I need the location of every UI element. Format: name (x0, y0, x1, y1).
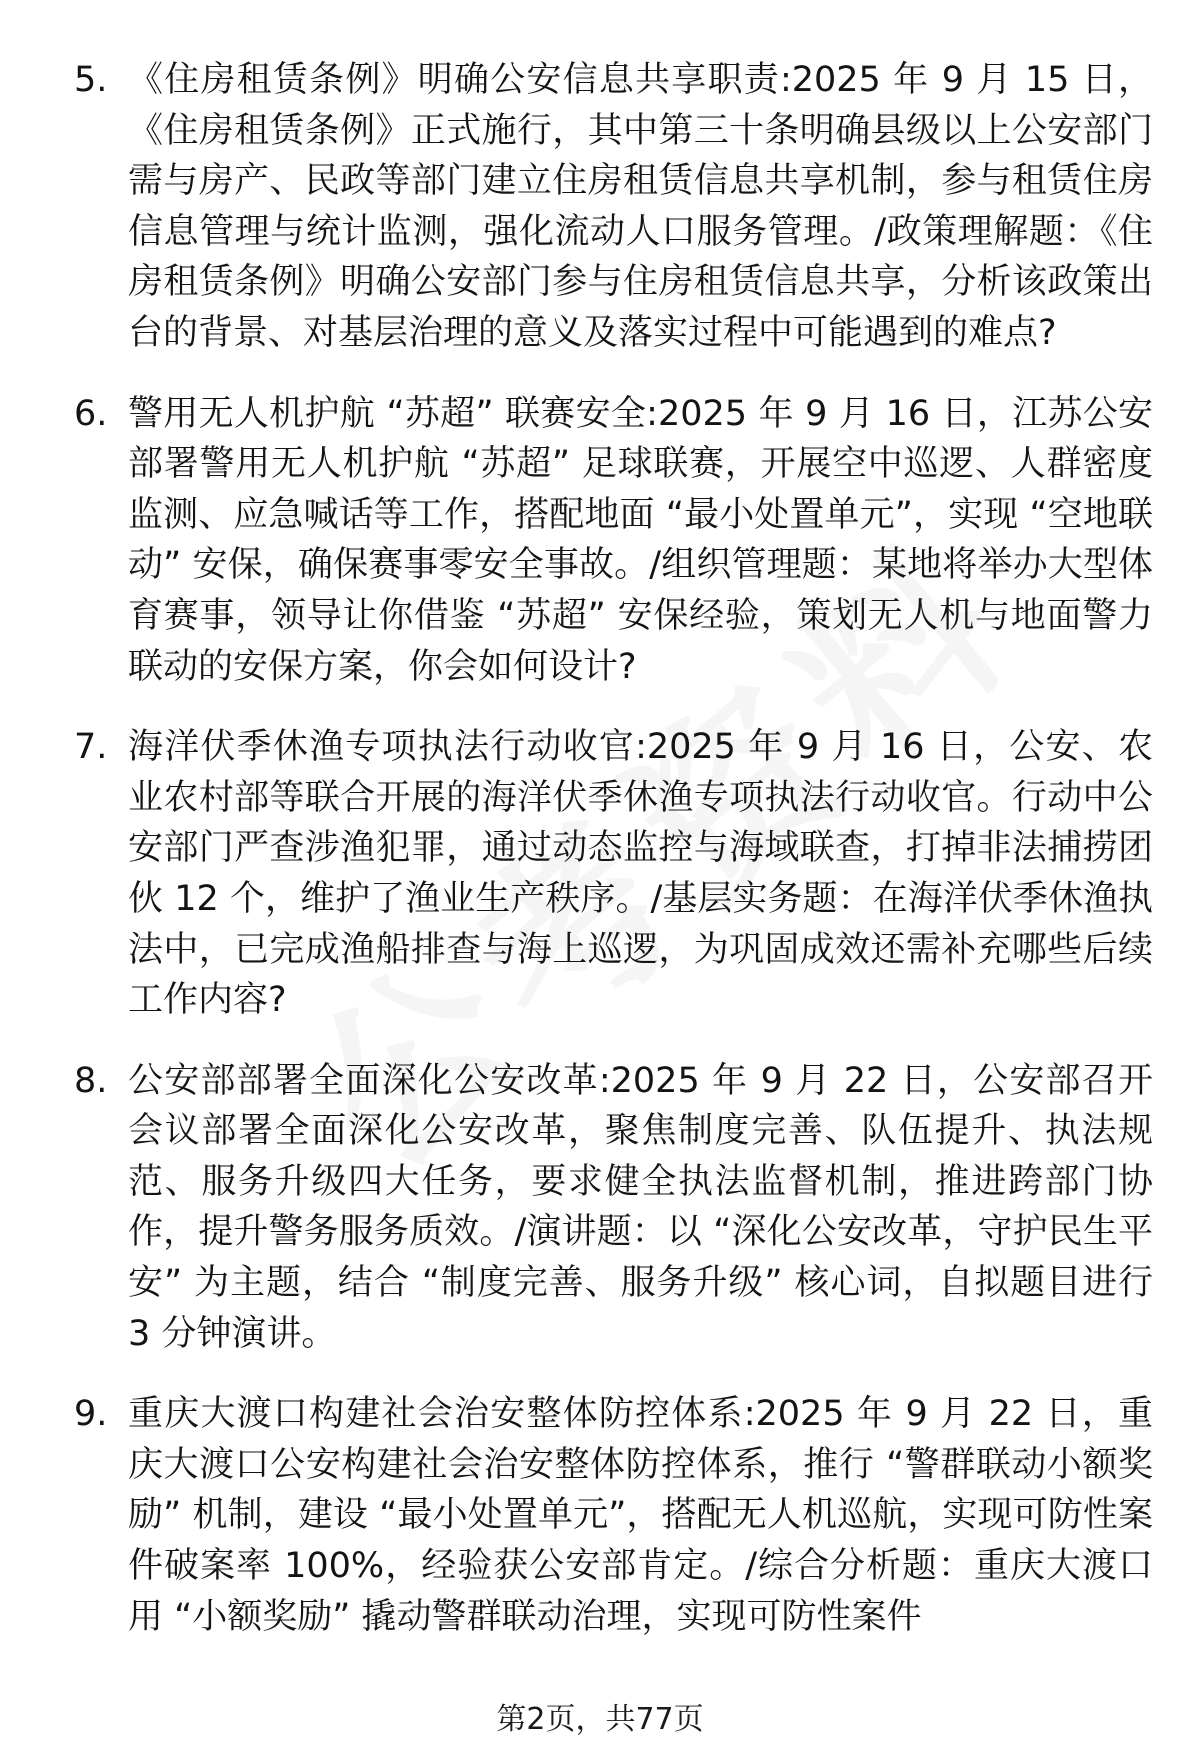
item-number: 6. (74, 393, 108, 434)
item-number: 9. (74, 1394, 108, 1435)
item-text: 《住房租赁条例》明确公安信息共享职责:2025 年 9 月 15 日，《住房租赁条例》正式施行，其中第三十条明确县级以上公安部门需与房产、民政等部门建立住房租赁信息共享机制，参与租赁住房信息管理与统计监测，强化流动人口服务管理。/政策理解题：《住房租赁条例》明确公安部门参与住房租赁信息共享，分析该政策出台的背景、对基层治理的意义及落实过程中可能遇到的难点? (128, 60, 1153, 353)
list-item (0, 1056, 1200, 1360)
item-text: 警用无人机护航 “苏超” 联赛安全:2025 年 9 月 16 日，江苏公安部署警用无人机护航 “苏超” 足球联赛，开展空中巡逻、人群密度监测、应急喊话等工作，搭配地面 “最小处置单元”，实现 “空地联动” 安保，确保赛事零安全事故。/组织管理题：某地将举办大型体育赛事，领导让你借鉴 “苏超” 安保经验，策划无人机与地面警力联动的安保方案，你会如何设计? (128, 393, 1153, 687)
item-text: 海洋伏季休渔专项执法行动收官:2025 年 9 月 16 日，公安、农业农村部等联合开展的海洋伏季休渔专项执法行动收官。行动中公安部门严查涉渔犯罪，通过动态监控与海域联查，打掉非法捕捞团伙 12 个，维护了渔业生产秩序。/基层实务题：在海洋伏季休渔执法中，已完成渔船排查与海上巡逻，为巩固成效还需补充哪些后续工作内容? (128, 727, 1153, 1021)
question-list (0, 55, 1200, 1672)
list-item (0, 722, 1200, 1026)
page-number-footer: 第2页，共77页 (496, 1702, 704, 1737)
item-number: 5. (74, 60, 108, 100)
list-item (0, 389, 1200, 693)
item-text: 公安部部署全面深化公安改革:2025 年 9 月 22 日，公安部召开会议部署全面深化公安改革，聚焦制度完善、队伍提升、执法规范、服务升级四大任务，要求健全执法监督机制，推进跨部门协作，提升警务服务质效。/演讲题：以 “深化公安改革，守护民生平安” 为主题，结合 “制度完善、服务升级” 核心词，自拟题目进行 3 分钟演讲。 (128, 1060, 1153, 1354)
item-number: 7. (74, 727, 108, 768)
item-text: 重庆大渡口构建社会治安整体防控体系:2025 年 9 月 22 日，重庆大渡口公安构建社会治安整体防控体系，推行 “警群联动小额奖励” 机制，建设 “最小处置单元”，搭配无人机巡航，实现可防性案件破案率 100%，经验获公安部肯定。/综合分析题：重庆大渡口用 “小额奖励” 撬动警群联动治理，实现可防性案件 (128, 1394, 1153, 1637)
list-item (0, 55, 1200, 359)
item-number: 8. (74, 1060, 108, 1101)
list-item (0, 1389, 1200, 1642)
